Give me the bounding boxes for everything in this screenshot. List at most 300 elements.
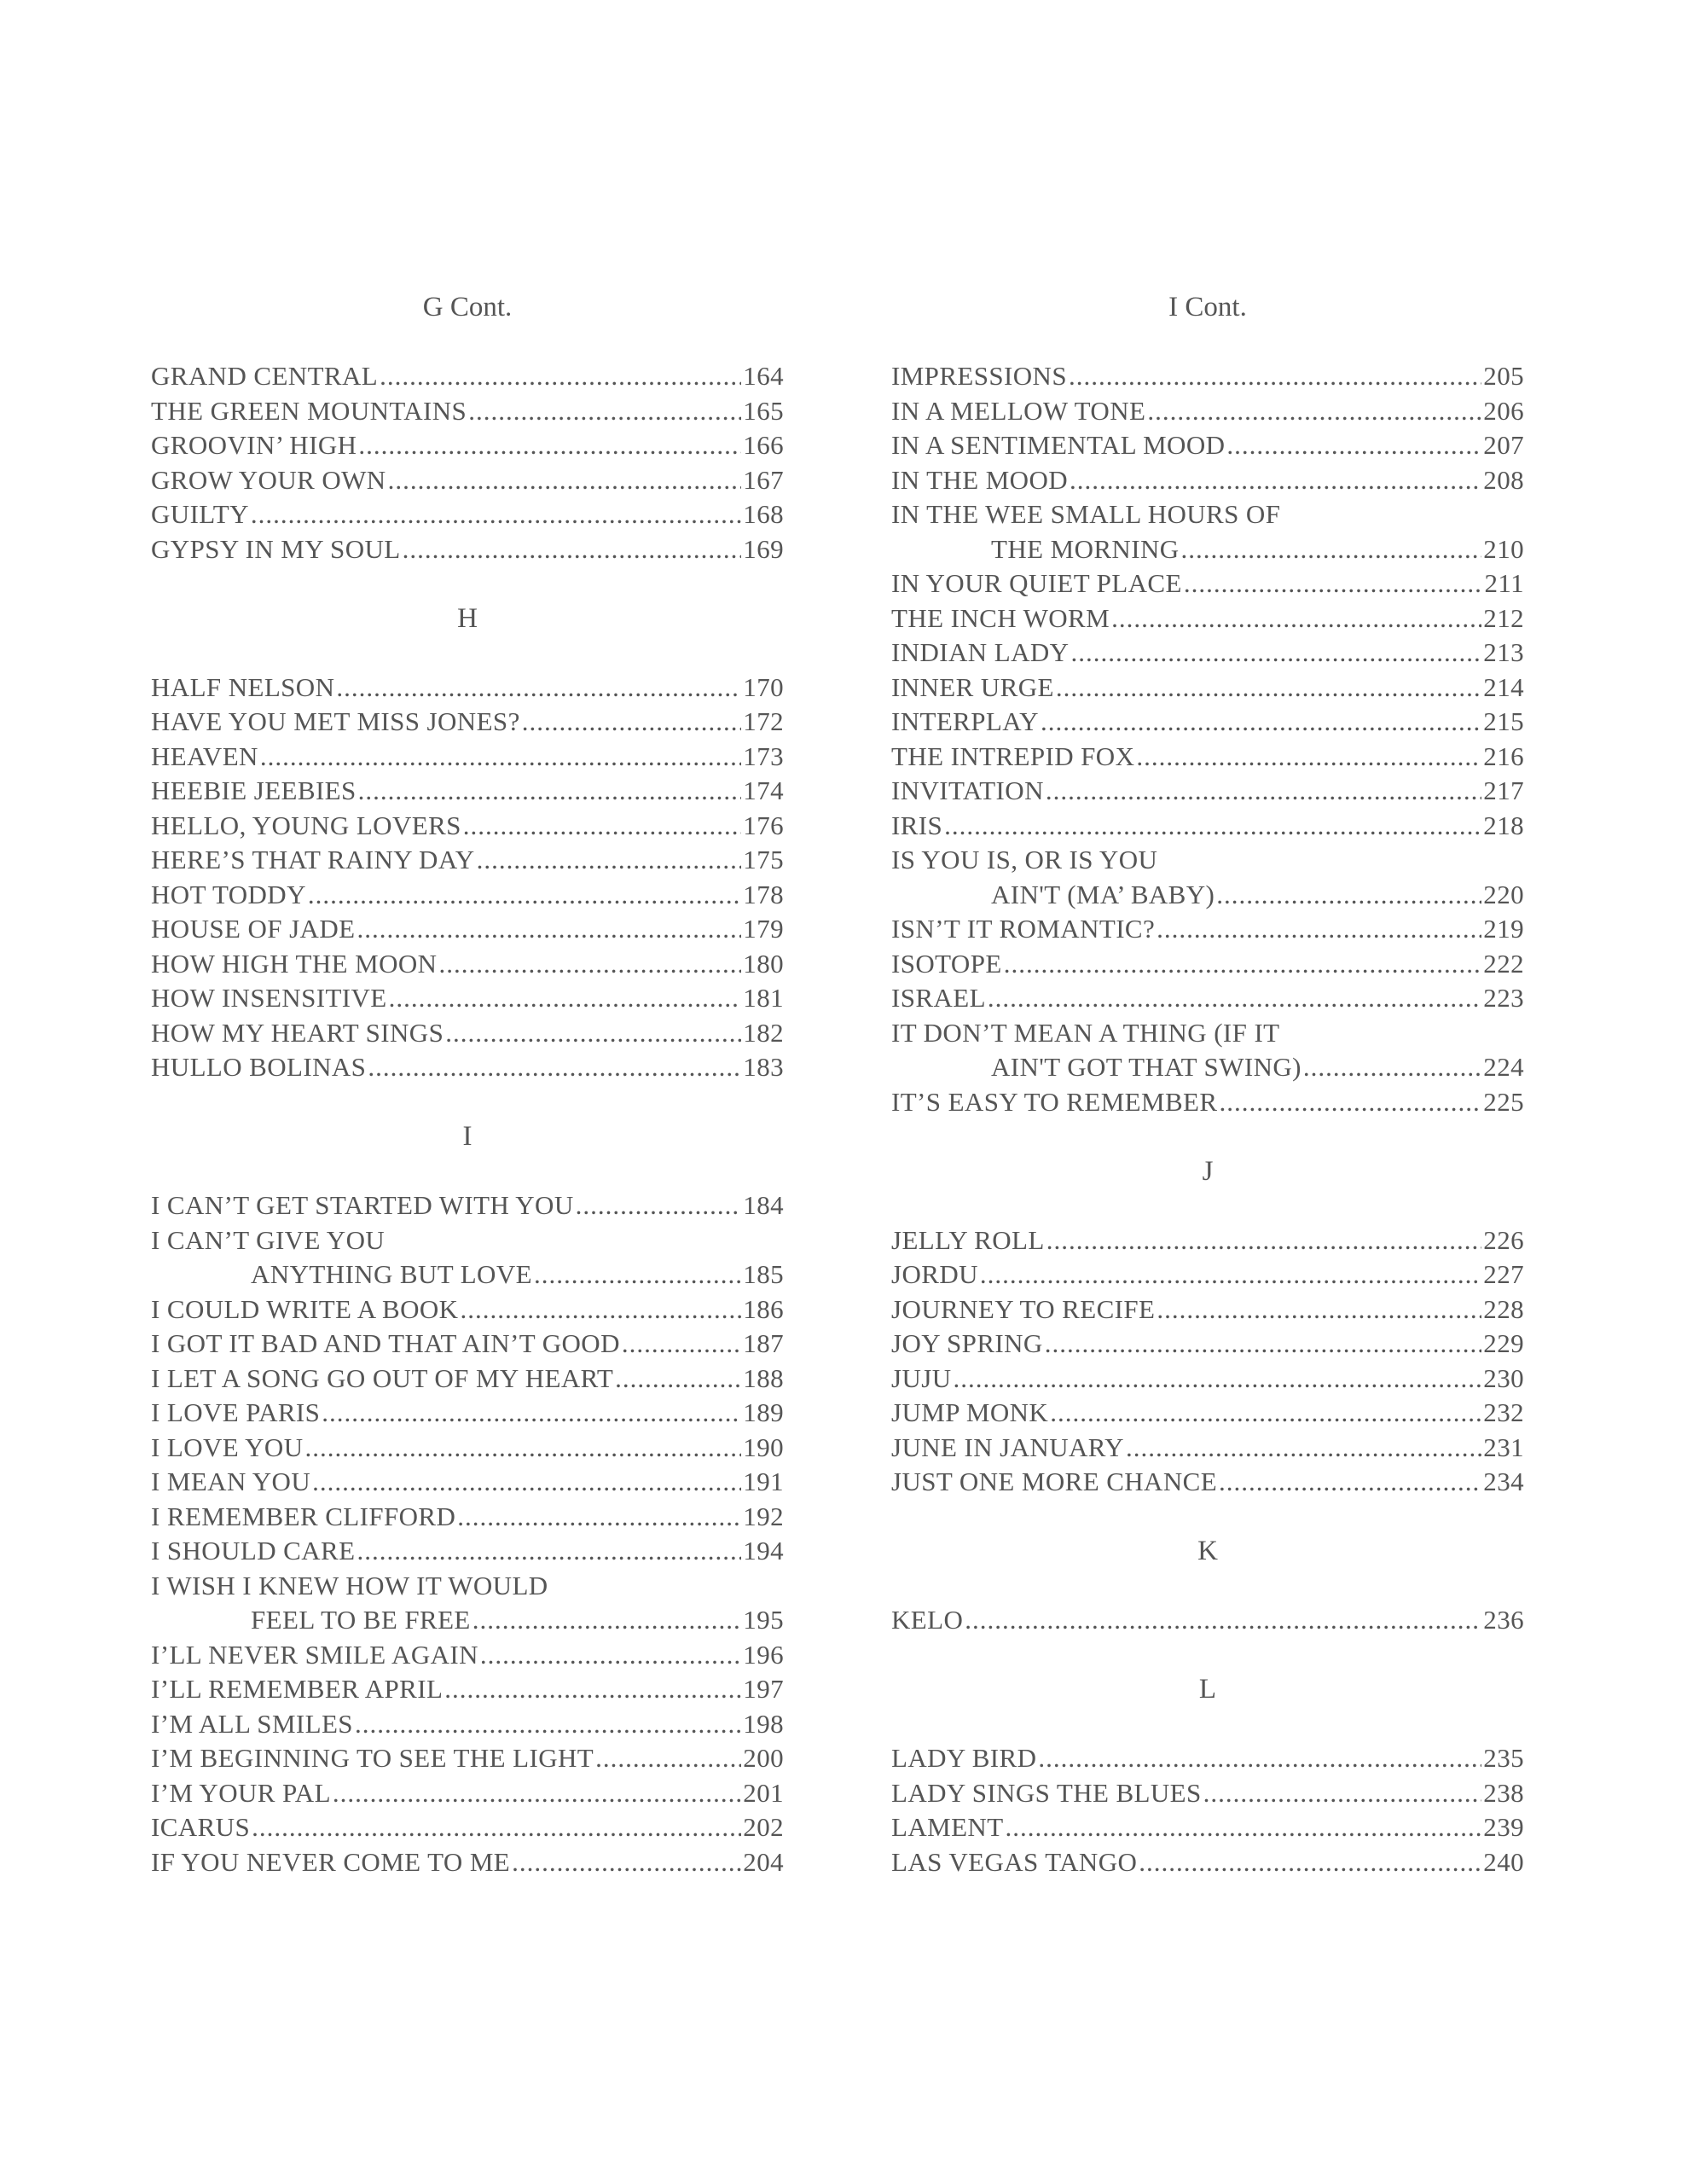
dot-leader bbox=[368, 1050, 741, 1085]
song-title-continuation: ANYTHING BUT LOVE bbox=[251, 1259, 532, 1289]
section-heading-g-cont: G Cont. bbox=[422, 292, 513, 322]
spacer bbox=[151, 566, 784, 601]
song-title: HOW MY HEART SINGS bbox=[151, 1017, 444, 1048]
dot-leader bbox=[1069, 359, 1481, 394]
song-title: I’LL REMEMBER APRIL bbox=[151, 1674, 443, 1704]
song-title: ICARUS bbox=[151, 1812, 251, 1842]
song-title: JOURNEY TO RECIFE bbox=[891, 1293, 1156, 1324]
page-number: 172 bbox=[743, 706, 784, 736]
dot-leader bbox=[1216, 878, 1481, 913]
toc-entry bbox=[151, 1016, 784, 1051]
toc-entry bbox=[151, 671, 784, 706]
song-title: I MEAN YOU bbox=[151, 1467, 311, 1496]
toc-entry bbox=[891, 809, 1524, 844]
dot-leader bbox=[954, 1362, 1482, 1397]
toc-entry bbox=[891, 1776, 1524, 1811]
toc-entry bbox=[151, 809, 784, 844]
song-title: HOT TODDY bbox=[151, 879, 306, 909]
dot-leader bbox=[322, 1396, 741, 1431]
song-title: I LOVE YOU bbox=[151, 1432, 304, 1462]
song-title: LADY SINGS THE BLUES bbox=[891, 1777, 1202, 1808]
page-number: 222 bbox=[1483, 948, 1524, 979]
toc-entry bbox=[151, 774, 784, 809]
song-title-continuation: FEEL TO BE FREE bbox=[251, 1605, 471, 1635]
page-number: 195 bbox=[743, 1605, 784, 1635]
section-l-list bbox=[891, 1741, 1524, 1879]
toc-entry bbox=[151, 428, 784, 463]
toc-entry bbox=[891, 394, 1524, 429]
page-number: 212 bbox=[1483, 602, 1524, 633]
page-number: 187 bbox=[743, 1328, 784, 1358]
page-number: 206 bbox=[1483, 395, 1524, 426]
page-number: 166 bbox=[743, 430, 784, 460]
toc-entry bbox=[891, 601, 1524, 636]
toc-entry bbox=[891, 1362, 1524, 1397]
dot-leader bbox=[388, 463, 742, 498]
toc-entry bbox=[151, 1603, 784, 1638]
dot-leader bbox=[460, 1292, 741, 1327]
toc-entry bbox=[891, 740, 1524, 775]
toc-entry-title-line bbox=[151, 1223, 784, 1258]
dot-leader bbox=[1046, 1223, 1482, 1258]
song-title: LAS VEGAS TANGO bbox=[891, 1846, 1138, 1877]
page-number: 176 bbox=[743, 810, 784, 840]
song-title: JUMP MONK bbox=[891, 1397, 1049, 1427]
dot-leader bbox=[445, 1016, 741, 1051]
section-heading-i-cont: I Cont. bbox=[1168, 292, 1247, 322]
spacer bbox=[891, 1500, 1524, 1535]
song-title: HERE’S THAT RAINY DAY bbox=[151, 845, 475, 874]
song-title: HULLO BOLINAS bbox=[151, 1052, 367, 1082]
page-number: 229 bbox=[1483, 1328, 1524, 1358]
toc-entry bbox=[151, 1465, 784, 1500]
dot-leader bbox=[534, 1258, 741, 1292]
song-title: INNER URGE bbox=[891, 671, 1054, 702]
toc-entry-title-line bbox=[891, 497, 1524, 532]
toc-entry bbox=[151, 1188, 784, 1223]
song-title: GUILTY bbox=[151, 499, 249, 529]
toc-entry bbox=[891, 705, 1524, 740]
dot-leader bbox=[980, 1258, 1481, 1292]
dot-leader bbox=[1111, 601, 1481, 636]
page-number: 189 bbox=[743, 1397, 784, 1427]
toc-entry bbox=[151, 1534, 784, 1569]
song-title: IN THE MOOD bbox=[891, 464, 1069, 495]
song-title: I LET A SONG GO OUT OF MY HEART bbox=[151, 1362, 614, 1393]
song-title: I GOT IT BAD AND THAT AIN’T GOOD bbox=[151, 1328, 620, 1358]
song-title: INDIAN LADY bbox=[891, 637, 1070, 667]
toc-entry bbox=[151, 1292, 784, 1327]
page-number: 238 bbox=[1483, 1777, 1524, 1808]
dot-leader bbox=[1126, 1431, 1481, 1466]
page-number: 180 bbox=[743, 948, 784, 979]
song-title-continuation: AIN'T GOT THAT SWING) bbox=[991, 1052, 1301, 1082]
toc-entry bbox=[151, 878, 784, 913]
toc-entry bbox=[151, 705, 784, 740]
dot-leader bbox=[380, 359, 741, 394]
dot-leader bbox=[1050, 1396, 1481, 1431]
page-number: 185 bbox=[743, 1259, 784, 1289]
song-title: ISOTOPE bbox=[891, 948, 1002, 979]
page-number: 225 bbox=[1483, 1086, 1524, 1117]
song-title: JELLY ROLL bbox=[891, 1224, 1045, 1255]
page-number: 207 bbox=[1483, 430, 1524, 460]
song-title: I’M YOUR PAL bbox=[151, 1777, 331, 1808]
section-heading-h: H bbox=[457, 602, 478, 634]
song-title: I’M ALL SMILES bbox=[151, 1708, 353, 1739]
toc-entry bbox=[891, 947, 1524, 982]
toc-entry bbox=[151, 1258, 784, 1292]
dot-leader bbox=[1303, 1050, 1481, 1085]
page-number: 224 bbox=[1483, 1052, 1524, 1082]
song-title: GROW YOUR OWN bbox=[151, 464, 386, 495]
dot-leader bbox=[1006, 1810, 1482, 1845]
page-number: 169 bbox=[743, 533, 784, 564]
song-title: I SHOULD CARE bbox=[151, 1536, 356, 1565]
page-number: 211 bbox=[1484, 568, 1524, 598]
dot-leader bbox=[357, 1534, 741, 1569]
section-heading-j: J bbox=[1202, 1155, 1214, 1187]
toc-entry bbox=[151, 463, 784, 498]
dot-leader bbox=[468, 394, 741, 429]
spacer bbox=[891, 1119, 1524, 1154]
spacer bbox=[151, 1085, 784, 1120]
toc-entry bbox=[151, 740, 784, 775]
toc-entry bbox=[891, 463, 1524, 498]
toc-entry bbox=[151, 912, 784, 947]
spacer bbox=[891, 325, 1524, 360]
dot-leader bbox=[457, 1500, 741, 1535]
song-title: IMPRESSIONS bbox=[891, 361, 1067, 391]
spacer bbox=[891, 1638, 1524, 1673]
toc-entry bbox=[891, 1845, 1524, 1880]
dot-leader bbox=[595, 1741, 741, 1776]
toc-entry bbox=[891, 636, 1524, 671]
page-number: 200 bbox=[743, 1743, 784, 1773]
page-number: 215 bbox=[1483, 706, 1524, 736]
toc-entry bbox=[891, 428, 1524, 463]
song-title: KELO bbox=[891, 1605, 964, 1635]
song-title: IS YOU IS, OR IS YOU bbox=[891, 845, 1158, 874]
song-title: GRAND CENTRAL bbox=[151, 361, 379, 391]
dot-leader bbox=[1157, 912, 1481, 947]
page-number: 216 bbox=[1483, 741, 1524, 771]
page-number: 186 bbox=[743, 1293, 784, 1324]
dot-leader bbox=[251, 497, 741, 532]
page-number: 167 bbox=[743, 464, 784, 495]
toc-entry bbox=[151, 1845, 784, 1880]
dot-leader bbox=[1070, 636, 1481, 671]
dot-leader bbox=[522, 705, 742, 740]
dot-leader bbox=[512, 1845, 741, 1880]
page-number: 170 bbox=[743, 671, 784, 702]
page-number: 196 bbox=[743, 1639, 784, 1670]
page-number: 190 bbox=[743, 1432, 784, 1462]
page-number: 164 bbox=[743, 361, 784, 391]
toc-entry bbox=[151, 1050, 784, 1085]
page-number: 220 bbox=[1483, 879, 1524, 909]
page-number: 232 bbox=[1483, 1397, 1524, 1427]
song-title: THE INCH WORM bbox=[891, 602, 1110, 633]
toc-entry bbox=[151, 1431, 784, 1466]
toc-entry bbox=[891, 1603, 1524, 1638]
toc-entry bbox=[891, 774, 1524, 809]
page-number: 213 bbox=[1483, 637, 1524, 667]
section-heading-k: K bbox=[1197, 1536, 1218, 1566]
song-title: INTERPLAY bbox=[891, 706, 1039, 736]
toc-entry bbox=[891, 1258, 1524, 1292]
dot-leader bbox=[357, 912, 741, 947]
dot-leader bbox=[1046, 774, 1481, 809]
spacer bbox=[891, 1569, 1524, 1604]
dot-leader bbox=[622, 1327, 741, 1362]
toc-entry bbox=[891, 1085, 1524, 1120]
toc-entry-title-line bbox=[151, 1569, 784, 1604]
toc-entry bbox=[891, 1465, 1524, 1500]
dot-leader bbox=[1004, 947, 1482, 982]
dot-leader bbox=[358, 774, 742, 809]
song-title: IN YOUR QUIET PLACE bbox=[891, 568, 1182, 598]
song-title: HOUSE OF JADE bbox=[151, 914, 356, 944]
dot-leader bbox=[312, 1465, 741, 1500]
dot-leader bbox=[988, 981, 1481, 1016]
page-number: 219 bbox=[1483, 914, 1524, 944]
section-i-list bbox=[151, 1188, 784, 1879]
song-title: INVITATION bbox=[891, 775, 1044, 805]
page-number: 181 bbox=[743, 983, 784, 1013]
toc-entry bbox=[151, 1741, 784, 1776]
song-title: HEAVEN bbox=[151, 741, 258, 771]
page-number: 234 bbox=[1483, 1467, 1524, 1496]
song-title: IN THE WEE SMALL HOURS OF bbox=[891, 499, 1281, 529]
dot-leader bbox=[463, 809, 742, 844]
toc-entry bbox=[891, 878, 1524, 913]
dot-leader bbox=[438, 947, 741, 982]
song-title: HAVE YOU MET MISS JONES? bbox=[151, 706, 520, 736]
page-number: 188 bbox=[743, 1362, 784, 1393]
spacer bbox=[891, 1188, 1524, 1223]
toc-entry bbox=[891, 1327, 1524, 1362]
dot-leader bbox=[1038, 1741, 1481, 1776]
dot-leader bbox=[252, 1810, 741, 1845]
dot-leader bbox=[308, 878, 741, 913]
toc-entry bbox=[151, 1500, 784, 1535]
song-title: IRIS bbox=[891, 810, 943, 840]
section-j-list bbox=[891, 1223, 1524, 1500]
page-number: 208 bbox=[1483, 464, 1524, 495]
page-number: 201 bbox=[743, 1777, 784, 1808]
toc-entry bbox=[891, 1741, 1524, 1776]
dot-leader bbox=[358, 428, 741, 463]
dot-leader bbox=[1157, 1292, 1481, 1327]
section-heading-i: I bbox=[462, 1121, 472, 1152]
song-title: I LOVE PARIS bbox=[151, 1397, 321, 1427]
toc-entry bbox=[891, 1223, 1524, 1258]
song-title: I REMEMBER CLIFFORD bbox=[151, 1501, 456, 1531]
toc-entry bbox=[151, 359, 784, 394]
dot-leader bbox=[355, 1707, 741, 1742]
page-number: 198 bbox=[743, 1708, 784, 1739]
toc-entry bbox=[891, 981, 1524, 1016]
section-k-list bbox=[891, 1603, 1524, 1638]
song-title: HOW INSENSITIVE bbox=[151, 983, 387, 1013]
toc-entry bbox=[151, 1672, 784, 1707]
toc-entry bbox=[151, 1327, 784, 1362]
song-title: IN A SENTIMENTAL MOOD bbox=[891, 430, 1226, 460]
toc-entry bbox=[891, 1050, 1524, 1085]
page-number: 173 bbox=[743, 741, 784, 771]
page-number: 194 bbox=[743, 1536, 784, 1565]
page-number: 205 bbox=[1483, 361, 1524, 391]
toc-entry bbox=[151, 394, 784, 429]
page-number: 214 bbox=[1483, 671, 1524, 702]
song-title: IN A MELLOW TONE bbox=[891, 395, 1146, 426]
page-number: 230 bbox=[1483, 1362, 1524, 1393]
song-title: GYPSY IN MY SOUL bbox=[151, 533, 401, 564]
song-title: HELLO, YOUNG LOVERS bbox=[151, 810, 461, 840]
song-title: JUNE IN JANUARY bbox=[891, 1432, 1124, 1462]
page-number: 175 bbox=[743, 845, 784, 874]
toc-entry bbox=[891, 566, 1524, 601]
section-h-list bbox=[151, 671, 784, 1085]
toc-entry bbox=[151, 947, 784, 982]
section-i-cont-list bbox=[891, 359, 1524, 1119]
page-number: 182 bbox=[743, 1017, 784, 1048]
toc-entry bbox=[151, 1396, 784, 1431]
dot-leader bbox=[1070, 463, 1481, 498]
song-title: I’LL NEVER SMILE AGAIN bbox=[151, 1639, 478, 1670]
song-title: LAMENT bbox=[891, 1812, 1004, 1842]
song-title: I CAN’T GET STARTED WITH YOU bbox=[151, 1190, 574, 1220]
song-title: JOY SPRING bbox=[891, 1328, 1043, 1358]
dot-leader bbox=[1184, 566, 1483, 601]
dot-leader bbox=[615, 1362, 741, 1397]
song-title: I WISH I KNEW HOW IT WOULD bbox=[151, 1570, 548, 1600]
page-number: 217 bbox=[1483, 775, 1524, 805]
song-title-continuation: THE MORNING bbox=[991, 533, 1180, 564]
page-number: 226 bbox=[1483, 1224, 1524, 1255]
page-number: 231 bbox=[1483, 1432, 1524, 1462]
page-number: 202 bbox=[743, 1812, 784, 1842]
song-title: THE INTREPID FOX bbox=[891, 741, 1135, 771]
page-number: 191 bbox=[743, 1467, 784, 1496]
toc-entry-title-line bbox=[891, 1016, 1524, 1051]
toc-entry-title-line bbox=[891, 843, 1524, 878]
page-number: 228 bbox=[1483, 1293, 1524, 1324]
song-title: HEEBIE JEEBIES bbox=[151, 775, 357, 805]
toc-entry bbox=[151, 1638, 784, 1673]
page-number: 192 bbox=[743, 1501, 784, 1531]
toc-entry bbox=[151, 1776, 784, 1811]
dot-leader bbox=[965, 1603, 1481, 1638]
song-title: JORDU bbox=[891, 1259, 978, 1289]
dot-leader bbox=[304, 1431, 741, 1466]
dot-leader bbox=[1136, 740, 1481, 775]
page-number: 179 bbox=[743, 914, 784, 944]
page-number: 197 bbox=[743, 1674, 784, 1704]
page-number: 168 bbox=[743, 499, 784, 529]
toc-entry bbox=[891, 912, 1524, 947]
dot-leader bbox=[1219, 1465, 1481, 1500]
dot-leader bbox=[260, 740, 741, 775]
song-title: I COULD WRITE A BOOK bbox=[151, 1293, 459, 1324]
dot-leader bbox=[1045, 1327, 1482, 1362]
page-number: 239 bbox=[1483, 1812, 1524, 1842]
song-title: JUJU bbox=[891, 1362, 952, 1393]
page-number: 174 bbox=[743, 775, 784, 805]
song-title: HOW HIGH THE MOON bbox=[151, 948, 438, 979]
song-title: IT’S EASY TO REMEMBER bbox=[891, 1086, 1218, 1117]
toc-entry bbox=[891, 1396, 1524, 1431]
page-number: 204 bbox=[743, 1846, 784, 1877]
dot-leader bbox=[477, 843, 742, 878]
dot-leader bbox=[1181, 532, 1482, 567]
page-number: 235 bbox=[1483, 1743, 1524, 1773]
dot-leader bbox=[333, 1776, 741, 1811]
page-number: 183 bbox=[743, 1052, 784, 1082]
dot-leader bbox=[944, 809, 1481, 844]
song-title: I CAN’T GIVE YOU bbox=[151, 1224, 386, 1255]
dot-leader bbox=[1219, 1085, 1481, 1120]
dot-leader bbox=[1147, 394, 1481, 429]
page-number: 236 bbox=[1483, 1605, 1524, 1635]
toc-entry bbox=[151, 497, 784, 532]
toc-entry bbox=[891, 671, 1524, 706]
song-title: LADY BIRD bbox=[891, 1743, 1037, 1773]
song-title: ISRAEL bbox=[891, 983, 986, 1013]
spacer bbox=[151, 636, 784, 671]
toc-entry bbox=[891, 1431, 1524, 1466]
song-title-continuation: AIN'T (MA’ BABY) bbox=[991, 879, 1215, 909]
page-number: 210 bbox=[1483, 533, 1524, 564]
toc-entry bbox=[891, 532, 1524, 567]
dot-leader bbox=[1056, 671, 1481, 706]
dot-leader bbox=[1041, 705, 1481, 740]
song-title: ISN’T IT ROMANTIC? bbox=[891, 914, 1156, 944]
toc-entry bbox=[151, 1362, 784, 1397]
dot-leader bbox=[389, 981, 742, 1016]
right-column bbox=[891, 290, 1524, 1879]
dot-leader bbox=[1203, 1776, 1482, 1811]
toc-entry bbox=[151, 981, 784, 1016]
section-g-list bbox=[151, 359, 784, 566]
dot-leader bbox=[403, 532, 742, 567]
song-title: GROOVIN’ HIGH bbox=[151, 430, 357, 460]
toc-entry bbox=[891, 359, 1524, 394]
dot-leader bbox=[1226, 428, 1481, 463]
spacer bbox=[891, 1707, 1524, 1742]
dot-leader bbox=[472, 1603, 742, 1638]
song-title: THE GREEN MOUNTAINS bbox=[151, 395, 467, 426]
page-number: 178 bbox=[743, 879, 784, 909]
page-number: 240 bbox=[1483, 1846, 1524, 1877]
toc-entry bbox=[151, 843, 784, 878]
song-title: IF YOU NEVER COME TO ME bbox=[151, 1846, 511, 1877]
page-number: 165 bbox=[743, 395, 784, 426]
toc-entry bbox=[151, 1810, 784, 1845]
page-number: 223 bbox=[1483, 983, 1524, 1013]
song-title: HALF NELSON bbox=[151, 671, 335, 702]
page-number: 184 bbox=[743, 1190, 784, 1220]
page-number: 227 bbox=[1483, 1259, 1524, 1289]
dot-leader bbox=[480, 1638, 741, 1673]
spacer bbox=[151, 325, 784, 360]
song-title: JUST ONE MORE CHANCE bbox=[891, 1467, 1218, 1496]
dot-leader bbox=[444, 1672, 741, 1707]
song-title: IT DON’T MEAN A THING (IF IT bbox=[891, 1017, 1280, 1048]
toc-entry bbox=[151, 532, 784, 567]
dot-leader bbox=[576, 1188, 742, 1223]
